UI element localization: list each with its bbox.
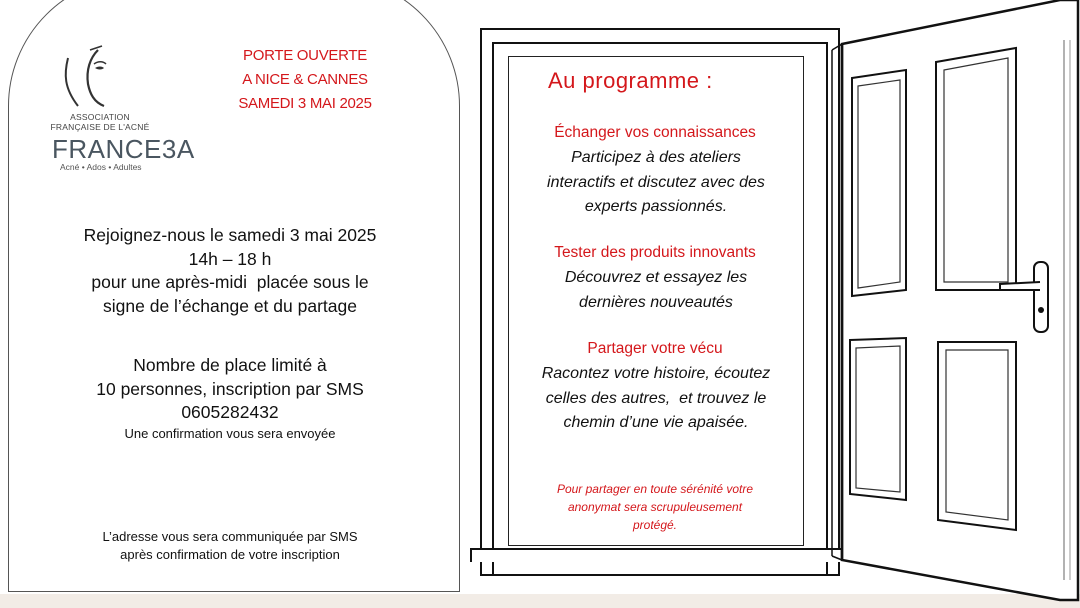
phone-number: 0605282432: [181, 402, 279, 422]
section-body: Racontez votre histoire, écoutez celles des autres, et trouvez le chemin d’une vie apaisée.: [541, 365, 771, 431]
privacy-note: Pour partager en toute sérénité votre anonymat sera scrupuleusement protégé.: [556, 482, 754, 532]
section-body: Découvrez et essayez les dernières nouveautés: [564, 269, 748, 311]
section-title: Tester des produits innovants: [554, 244, 756, 261]
face-profile-icon: [50, 44, 150, 110]
door-threshold: [470, 548, 860, 562]
places-text: Nombre de place limité à 10 personnes, inscription par SMS 0605282432: [30, 354, 430, 425]
section-title: Partager votre vécu: [587, 340, 723, 357]
address-notice: L’adresse vous sera communiquée par SMS après confirmation de votre inscription: [102, 529, 358, 562]
event-title: PORTE OUVERTE A NICE & CANNES SAMEDI 3 MAI 2025: [238, 47, 372, 112]
logo-brand: FRANCE3A: [52, 134, 195, 164]
section-title: Échanger vos connaissances: [554, 124, 756, 141]
logo-tagline: Acné • Ados • Adultes: [60, 162, 142, 172]
logo-association-text: ASSOCIATION FRANÇAISE DE L'ACNÉ: [50, 112, 150, 132]
section-body: Participez à des ateliers interactifs et discutez avec des experts passionnés.: [547, 149, 765, 215]
open-door-icon: [820, 0, 1080, 608]
program-title: Au programme :: [548, 68, 713, 93]
intro-text: Rejoignez-nous le samedi 3 mai 2025 14h – 18 h pour une après-midi placée sous le signe de l’échange et du partage: [83, 225, 377, 316]
confirmation-text: Une confirmation vous sera envoyée: [124, 426, 336, 441]
france3a-logo: [50, 44, 195, 172]
